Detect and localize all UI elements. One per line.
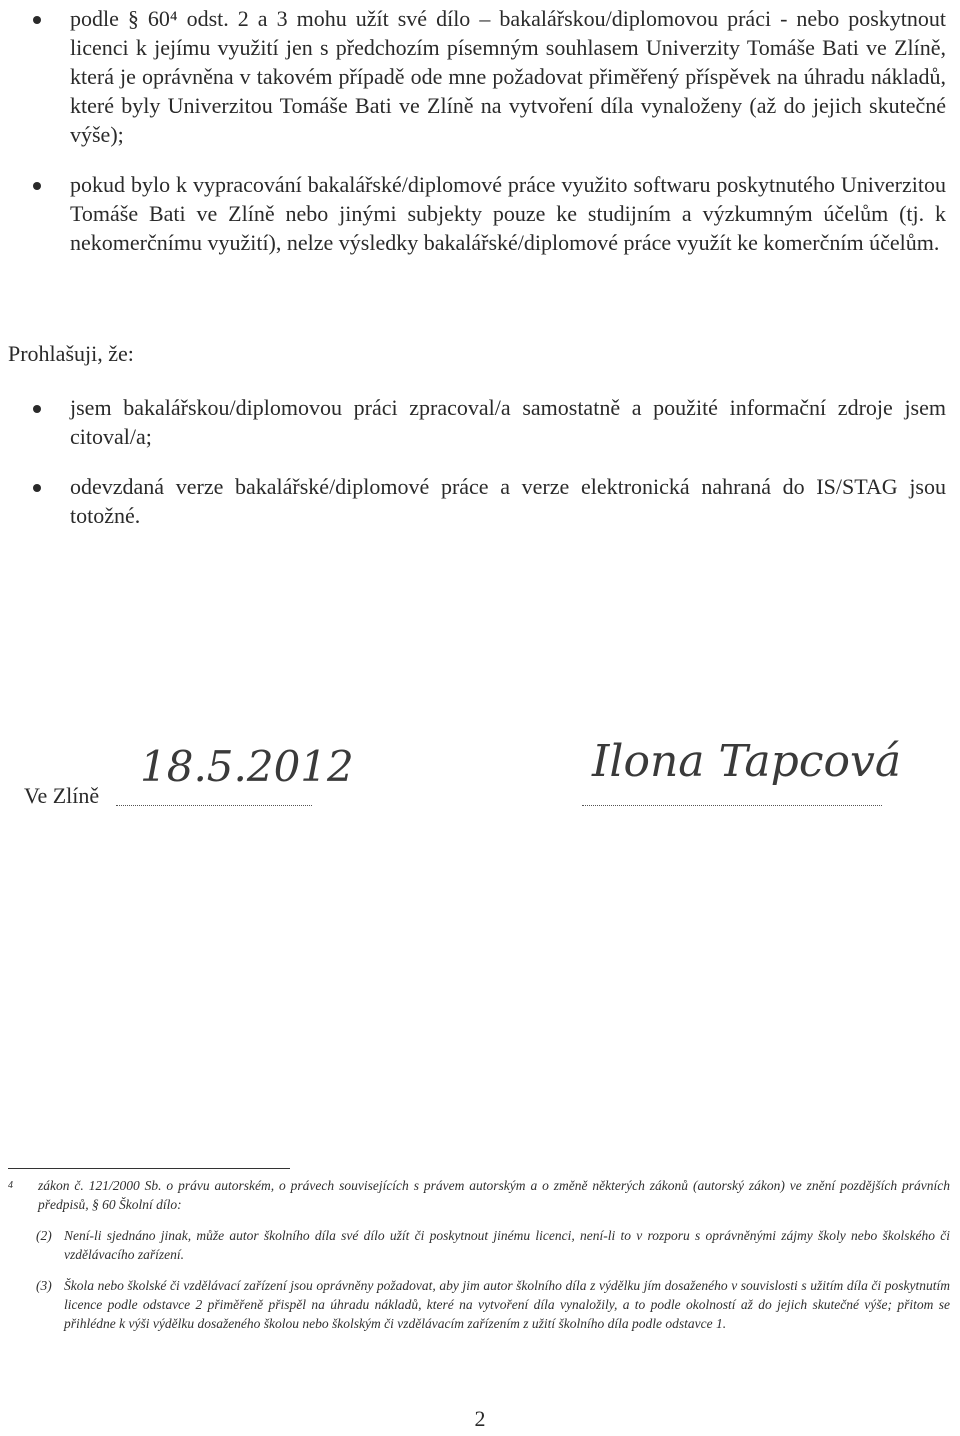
date-line [116,805,312,806]
list-item: podle § 60⁴ odst. 2 a 3 mohu užít své dílo – bakalářskou/diplomovou práci - nebo poskytnout licenci k jejímu využití jen s předchozím písemným souhlasem Univerzity Tomáše Bati ve Zlíně, která je oprávněna v takovém případě ode mne požadovat přiměřený příspěvek na úhradu nákladů, které byly Univerzitou Tomáše Bati ve Zlíně na vytvoření díla vynaloženy (až do jejich skutečné výše); [0,4,960,149]
paragraph-number: (3) [36,1278,52,1293]
signature-line [582,805,882,806]
handwritten-date: 18.5.2012 [140,742,354,791]
list-item: odevzdaná verze bakalářské/diplomové práce a verze elektronická nahraná do IS/STAG jsou totožné. [0,472,960,530]
footnote-divider [8,1168,290,1169]
footnote-mark: 4 [8,1180,13,1191]
paragraph-text: Není-li sjednáno jinak, může autor školního díla své dílo užít či poskytnout jinému licenci, není-li to v rozporu s oprávněnými zájmy školy nebo školského či vzdělávacího zařízení. [64,1228,950,1262]
handwritten-signature: Ilona Tapcová [592,736,902,787]
footnote-paragraph [0,1226,960,1264]
footnotes [0,1176,960,1333]
declaration-list [0,393,960,530]
page-number: 2 [474,1406,486,1431]
list-item: pokud bylo k vypracování bakalářské/diplomové práce využito softwaru poskytnutého Univerzitou Tomáše Bati ve Zlíně nebo jinými subjekty pouze ke studijním a výzkumným účelům (tj. k nekomerčnímu využití), nelze výsledky bakalářské/diplomové práce využít ke komerčním účelům. [0,170,960,257]
declaration-heading: Prohlašuji, že: [8,341,134,366]
place-label: Ve Zlíně [24,783,100,808]
paragraph-number: (2) [36,1228,52,1243]
paragraph-text: Škola nebo školské či vzdělávací zařízení jsou oprávněny požadovat, aby jim autor školního díla z výdělku jím dosaženého v souvislosti s užitím díla či poskytnutím licence podle odstavce 2 přiměřeně přispěl na úhradu nákladů, které na vytvoření díla vynaložily, a to podle okolností až do jejich skutečné výše; přitom se přihlédne k výši výdělku dosaženého školou nebo školským či vzdělávacím zařízením z užití školního díla podle odstavce 1. [64,1278,950,1331]
rights-list [0,4,960,257]
footnote-intro: zákon č. 121/2000 Sb. o právu autorském, o právech souvisejících s právem autorským a o změně některých zákonů (autorský zákon) ve znění pozdějších právních předpisů, § 60 Školní dílo: [38,1178,950,1212]
footnote-paragraph [0,1276,960,1333]
list-item: jsem bakalářskou/diplomovou práci zpracoval/a samostatně a použité informační zdroje jsem citoval/a; [0,393,960,451]
